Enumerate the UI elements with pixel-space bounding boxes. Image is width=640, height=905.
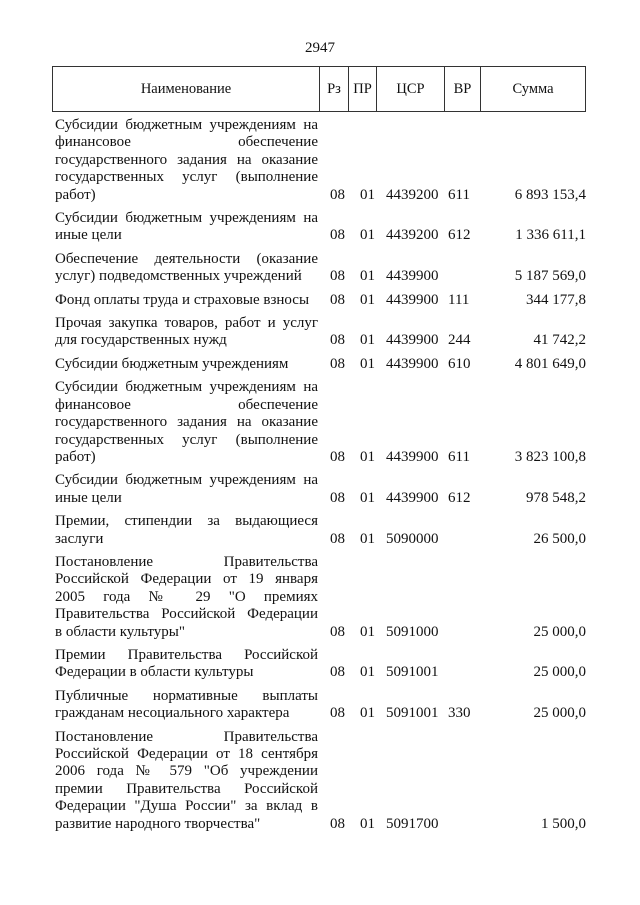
cell-sum: 1 336 611,1 (515, 227, 586, 244)
table-row (55, 379, 586, 466)
row-name (55, 210, 318, 245)
cell-sum: 344 177,8 (526, 291, 586, 308)
table-row (55, 647, 586, 682)
cell-vr: 610 (448, 355, 471, 372)
cell-pr: 01 (360, 332, 375, 349)
row-name-line: финансовое обеспечение (55, 396, 318, 413)
cell-vr: 612 (448, 227, 471, 244)
row-name (55, 472, 318, 507)
cell-pr: 01 (360, 227, 375, 244)
row-name-line: услуг) подведомственных учреждений (55, 268, 302, 285)
cell-csr: 5091001 (386, 664, 439, 681)
cell-pr: 01 (360, 291, 375, 308)
table-row (55, 513, 586, 548)
cell-vr: 611 (448, 186, 470, 203)
table-row (55, 554, 586, 641)
row-name (55, 379, 318, 466)
row-name-line: Федерации в области культуры (55, 664, 254, 681)
header-rz: Рз (320, 67, 349, 112)
cell-rz: 08 (330, 448, 345, 465)
table-row (55, 117, 586, 204)
row-name-line: Публичные нормативные выплаты (55, 687, 318, 704)
cell-csr: 4439200 (386, 186, 439, 203)
row-name-line: Российской Федерации от 18 сентября (55, 746, 318, 762)
cell-sum: 25 000,0 (533, 664, 586, 681)
row-name-line: Субсидии бюджетным учреждениям на (55, 379, 318, 396)
row-name (55, 513, 318, 548)
row-name (55, 688, 318, 723)
header-pr: ПР (349, 67, 377, 112)
cell-sum: 26 500,0 (533, 530, 586, 547)
cell-rz: 08 (330, 291, 345, 308)
cell-rz: 08 (330, 332, 345, 349)
table-row (55, 210, 586, 245)
cell-pr: 01 (360, 530, 375, 547)
header-name: Наименование (53, 67, 320, 112)
cell-sum: 6 893 153,4 (514, 186, 586, 203)
cell-rz: 08 (330, 623, 345, 640)
cell-rz: 08 (330, 530, 345, 547)
page-number: 2947 (305, 40, 335, 56)
cell-vr: 244 (448, 332, 471, 349)
row-name (55, 117, 318, 204)
table-row (55, 356, 586, 373)
cell-pr: 01 (360, 815, 375, 832)
row-name-line: иные цели (55, 489, 122, 506)
cell-vr: 612 (448, 489, 471, 506)
cell-vr: 611 (448, 448, 470, 465)
table-header (52, 66, 586, 112)
cell-sum: 978 548,2 (526, 489, 586, 506)
cell-sum: 5 187 569,0 (514, 268, 586, 285)
row-name-line: Фонд оплаты труда и страховые взносы (55, 291, 310, 308)
row-name-line: 2006 года № 579 "Об учреждении (55, 763, 318, 780)
table-row (55, 315, 586, 350)
row-name (55, 729, 318, 833)
cell-pr: 01 (360, 623, 375, 640)
row-name-line: иные цели (55, 227, 122, 244)
row-name-line: государственных услуг (выполнение (55, 169, 318, 186)
table-row (55, 729, 586, 833)
row-name-line: Прочая закупка товаров, работ и услуг (55, 315, 318, 332)
cell-rz: 08 (330, 186, 345, 203)
cell-sum: 4 801 649,0 (514, 355, 586, 372)
cell-csr: 4439200 (386, 227, 439, 244)
cell-pr: 01 (360, 489, 375, 506)
cell-vr: 330 (448, 705, 471, 722)
row-name-line: работ) (55, 448, 96, 465)
cell-csr: 4439900 (386, 489, 439, 506)
cell-pr: 01 (360, 268, 375, 285)
row-name-line: 2005 года № 29 "О премиях (55, 588, 318, 605)
cell-rz: 08 (330, 227, 345, 244)
row-name-line: Постановление Правительства (55, 553, 318, 570)
header-sum: Сумма (481, 67, 586, 112)
header-csr: ЦСР (377, 67, 445, 112)
row-name-line: Обеспечение деятельности (оказание (55, 250, 318, 267)
row-name-line: Субсидии бюджетным учреждениям на (55, 117, 318, 133)
cell-rz: 08 (330, 268, 345, 285)
cell-csr: 4439900 (386, 332, 439, 349)
table-row (55, 292, 586, 309)
cell-csr: 4439900 (386, 448, 439, 465)
cell-rz: 08 (330, 705, 345, 722)
row-name-line: Субсидии бюджетным учреждениям на (55, 472, 318, 489)
row-name (55, 251, 318, 286)
cell-sum: 41 742,2 (533, 332, 586, 349)
row-name-line: работ) (55, 186, 96, 203)
cell-csr: 5091000 (386, 623, 439, 640)
row-name-line: государственного задания на оказание (55, 151, 318, 168)
cell-sum: 1 500,0 (541, 815, 586, 832)
row-name (55, 647, 318, 682)
cell-pr: 01 (360, 664, 375, 681)
row-name-line: гражданам несоциального характера (55, 705, 290, 722)
cell-csr: 5091001 (386, 705, 439, 722)
row-name-line: государственного задания на оказание (55, 414, 318, 431)
row-name (55, 292, 318, 309)
cell-pr: 01 (360, 448, 375, 465)
cell-sum: 25 000,0 (533, 623, 586, 640)
row-name-line: Премии Правительства Российской (55, 646, 318, 663)
row-name-line: финансовое обеспечение (55, 134, 318, 151)
cell-rz: 08 (330, 355, 345, 372)
cell-csr: 4439900 (386, 268, 439, 285)
row-name-line: Правительства Российской Федерации (55, 606, 318, 623)
cell-csr: 4439900 (386, 355, 439, 372)
row-name-line: заслуги (55, 530, 104, 547)
row-name-line: Федерации "Душа России" за вклад в (55, 798, 318, 815)
cell-sum: 25 000,0 (533, 705, 586, 722)
cell-csr: 5090000 (386, 530, 439, 547)
cell-csr: 4439900 (386, 291, 439, 308)
table-row (55, 472, 586, 507)
cell-rz: 08 (330, 489, 345, 506)
cell-rz: 08 (330, 664, 345, 681)
header-vr: ВР (445, 67, 481, 112)
table-row (55, 688, 586, 723)
cell-sum: 3 823 100,8 (514, 448, 586, 465)
row-name-line: государственных услуг (выполнение (55, 431, 318, 448)
row-name (55, 356, 318, 373)
table-body (55, 117, 586, 839)
row-name-line: Постановление Правительства (55, 728, 318, 745)
cell-csr: 5091700 (386, 815, 439, 832)
cell-pr: 01 (360, 355, 375, 372)
row-name-line: Субсидии бюджетным учреждениям (55, 355, 289, 372)
row-name-line: Субсидии бюджетным учреждениям на (55, 210, 318, 227)
cell-pr: 01 (360, 186, 375, 203)
table-row (55, 251, 586, 286)
row-name-line: Российской Федерации от 19 января (55, 571, 318, 588)
cell-vr: 111 (448, 291, 470, 308)
row-name-line: Премии, стипендии за выдающиеся (55, 513, 318, 530)
row-name-line: развитие народного творчества" (55, 815, 261, 832)
row-name-line: в области культуры" (55, 623, 185, 640)
row-name (55, 315, 318, 350)
cell-rz: 08 (330, 815, 345, 832)
row-name-line: премии Правительства Российской (55, 780, 318, 797)
row-name-line: для государственных нужд (55, 332, 227, 349)
cell-pr: 01 (360, 705, 375, 722)
row-name (55, 554, 318, 641)
